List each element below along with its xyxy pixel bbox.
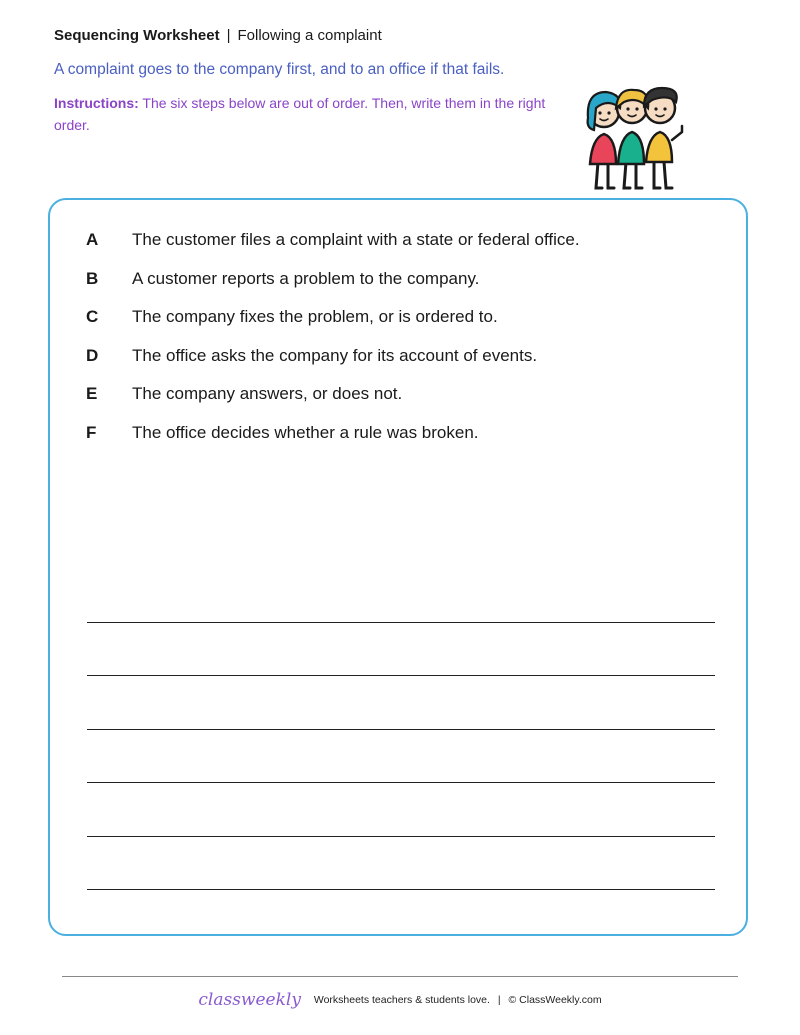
step-item: [86, 384, 580, 423]
step-item: [86, 230, 580, 269]
step-letter: F: [86, 422, 97, 442]
title-line: [54, 26, 574, 46]
step-text: The office decides whether a rule was broken.: [132, 422, 479, 442]
step-text: The company answers, or does not.: [132, 384, 403, 403]
step-text: The customer files a complaint with a state or federal office.: [132, 230, 580, 249]
step-item: [86, 423, 580, 462]
subtitle: A complaint goes to the company first, and to an office if that fails.: [54, 61, 505, 78]
step-letter: A: [86, 230, 99, 249]
steps-panel: [48, 198, 748, 936]
worksheet-topic: Following a complaint: [237, 27, 382, 44]
brand-logo: classweekly: [198, 990, 301, 1010]
answer-line-1[interactable]: [87, 570, 715, 623]
answer-line-6[interactable]: [87, 838, 715, 891]
step-text: The office asks the company for its account of events.: [132, 345, 538, 365]
worksheet-header: [54, 26, 574, 136]
step-text: A customer reports a problem to the company.: [132, 268, 480, 288]
footer-separator: |: [497, 994, 501, 1006]
step-item: [86, 269, 580, 308]
footer-divider: [62, 976, 738, 977]
instructions: [54, 92, 566, 136]
answer-lines: [87, 570, 715, 891]
answer-line-2[interactable]: [87, 624, 715, 677]
instructions-text: The six steps below are out of order. Then, write them in the right order.: [54, 95, 546, 133]
footer-copyright: © ClassWeekly.com: [508, 994, 602, 1006]
step-letter: B: [86, 268, 99, 288]
step-letter: E: [86, 384, 98, 403]
step-letter: D: [86, 345, 99, 365]
step-text: The company fixes the problem, or is ordered to.: [132, 307, 498, 326]
answer-line-4[interactable]: [87, 731, 715, 784]
footer: [0, 990, 800, 1010]
worksheet-type: Sequencing Worksheet: [54, 27, 220, 44]
step-letter: C: [86, 307, 99, 326]
three-kids-illustration: [578, 78, 694, 198]
instructions-label: Instructions:: [54, 95, 139, 111]
footer-tagline: Worksheets teachers & students love.: [313, 994, 490, 1006]
answer-line-3[interactable]: [87, 677, 715, 730]
answer-line-5[interactable]: [87, 784, 715, 837]
step-list: [86, 230, 580, 461]
title-separator: |: [226, 27, 231, 44]
step-item: [86, 346, 580, 385]
step-item: [86, 307, 580, 346]
